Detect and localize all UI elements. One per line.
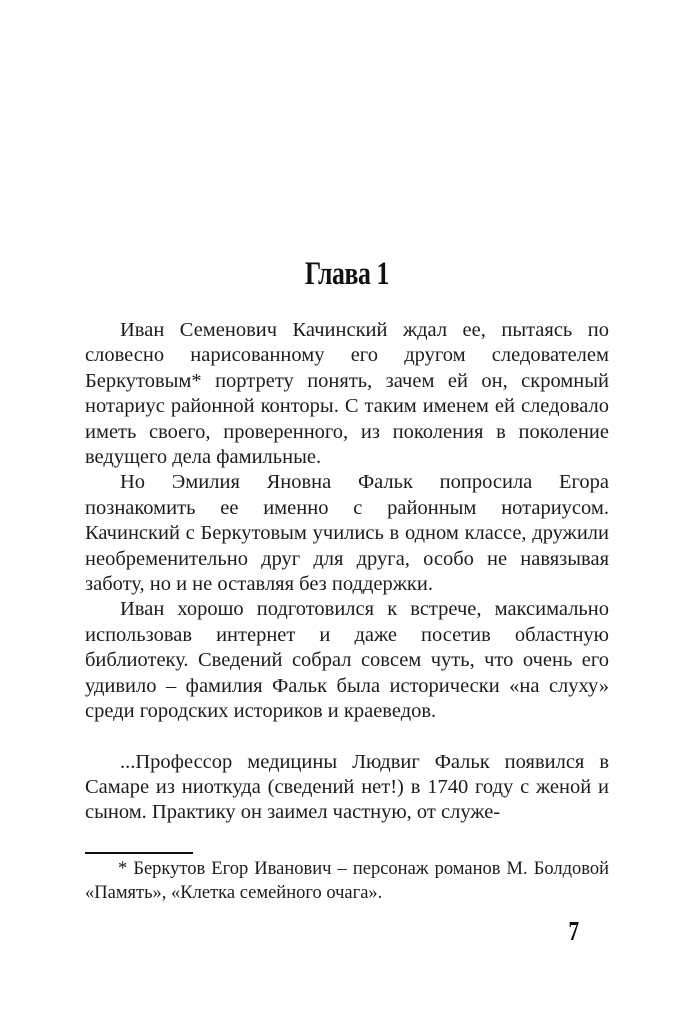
- paragraph: Но Эмилия Яновна Фальк попросила Егора познакомить ее именно с районным нотариусом. Качинский с Беркутовым учились в одном классе, дружили необременительно друг для друга, особо не навязывая заботу, но и не оставляя без поддержки.: [85, 471, 609, 596]
- page-content: [85, 258, 609, 826]
- footnote-text: * Беркутов Егор Иванович – персонаж романов М. Болдовой «Память», «Клетка семейного очага».: [85, 859, 609, 903]
- footnote-block: [85, 852, 609, 905]
- page-number-text: 7: [568, 916, 580, 946]
- page-number: [560, 916, 588, 947]
- paragraph: Иван хорошо подготовился к встрече, максимально использовав интернет и даже посетив областную библиотеку. Сведений собрал совсем чуть, что очень его удивило – фамилия Фальк была исторически «на слуху» среди городских историков и краеведов.: [85, 598, 609, 723]
- paragraph: ...Профессор медицины Людвиг Фальк появился в Самаре из ниоткуда (сведений нет!) в 1740 году с женой и сыном. Практику он заимел частную, от служе-: [85, 750, 609, 824]
- paragraph: Иван Семенович Качинский ждал ее, пытаясь по словесно нарисованному его другом следователем Беркутовым* портрету понять, зачем ей он, скромный нотариус районной конторы. С таким именем ей следовало иметь своего, проверенного, из поколения в поколение ведущего дела фамильные.: [85, 319, 609, 469]
- footnote-rule: [85, 852, 193, 854]
- body-text: [85, 318, 609, 826]
- chapter-title: [85, 258, 609, 291]
- chapter-title-text: Глава 1: [304, 256, 390, 292]
